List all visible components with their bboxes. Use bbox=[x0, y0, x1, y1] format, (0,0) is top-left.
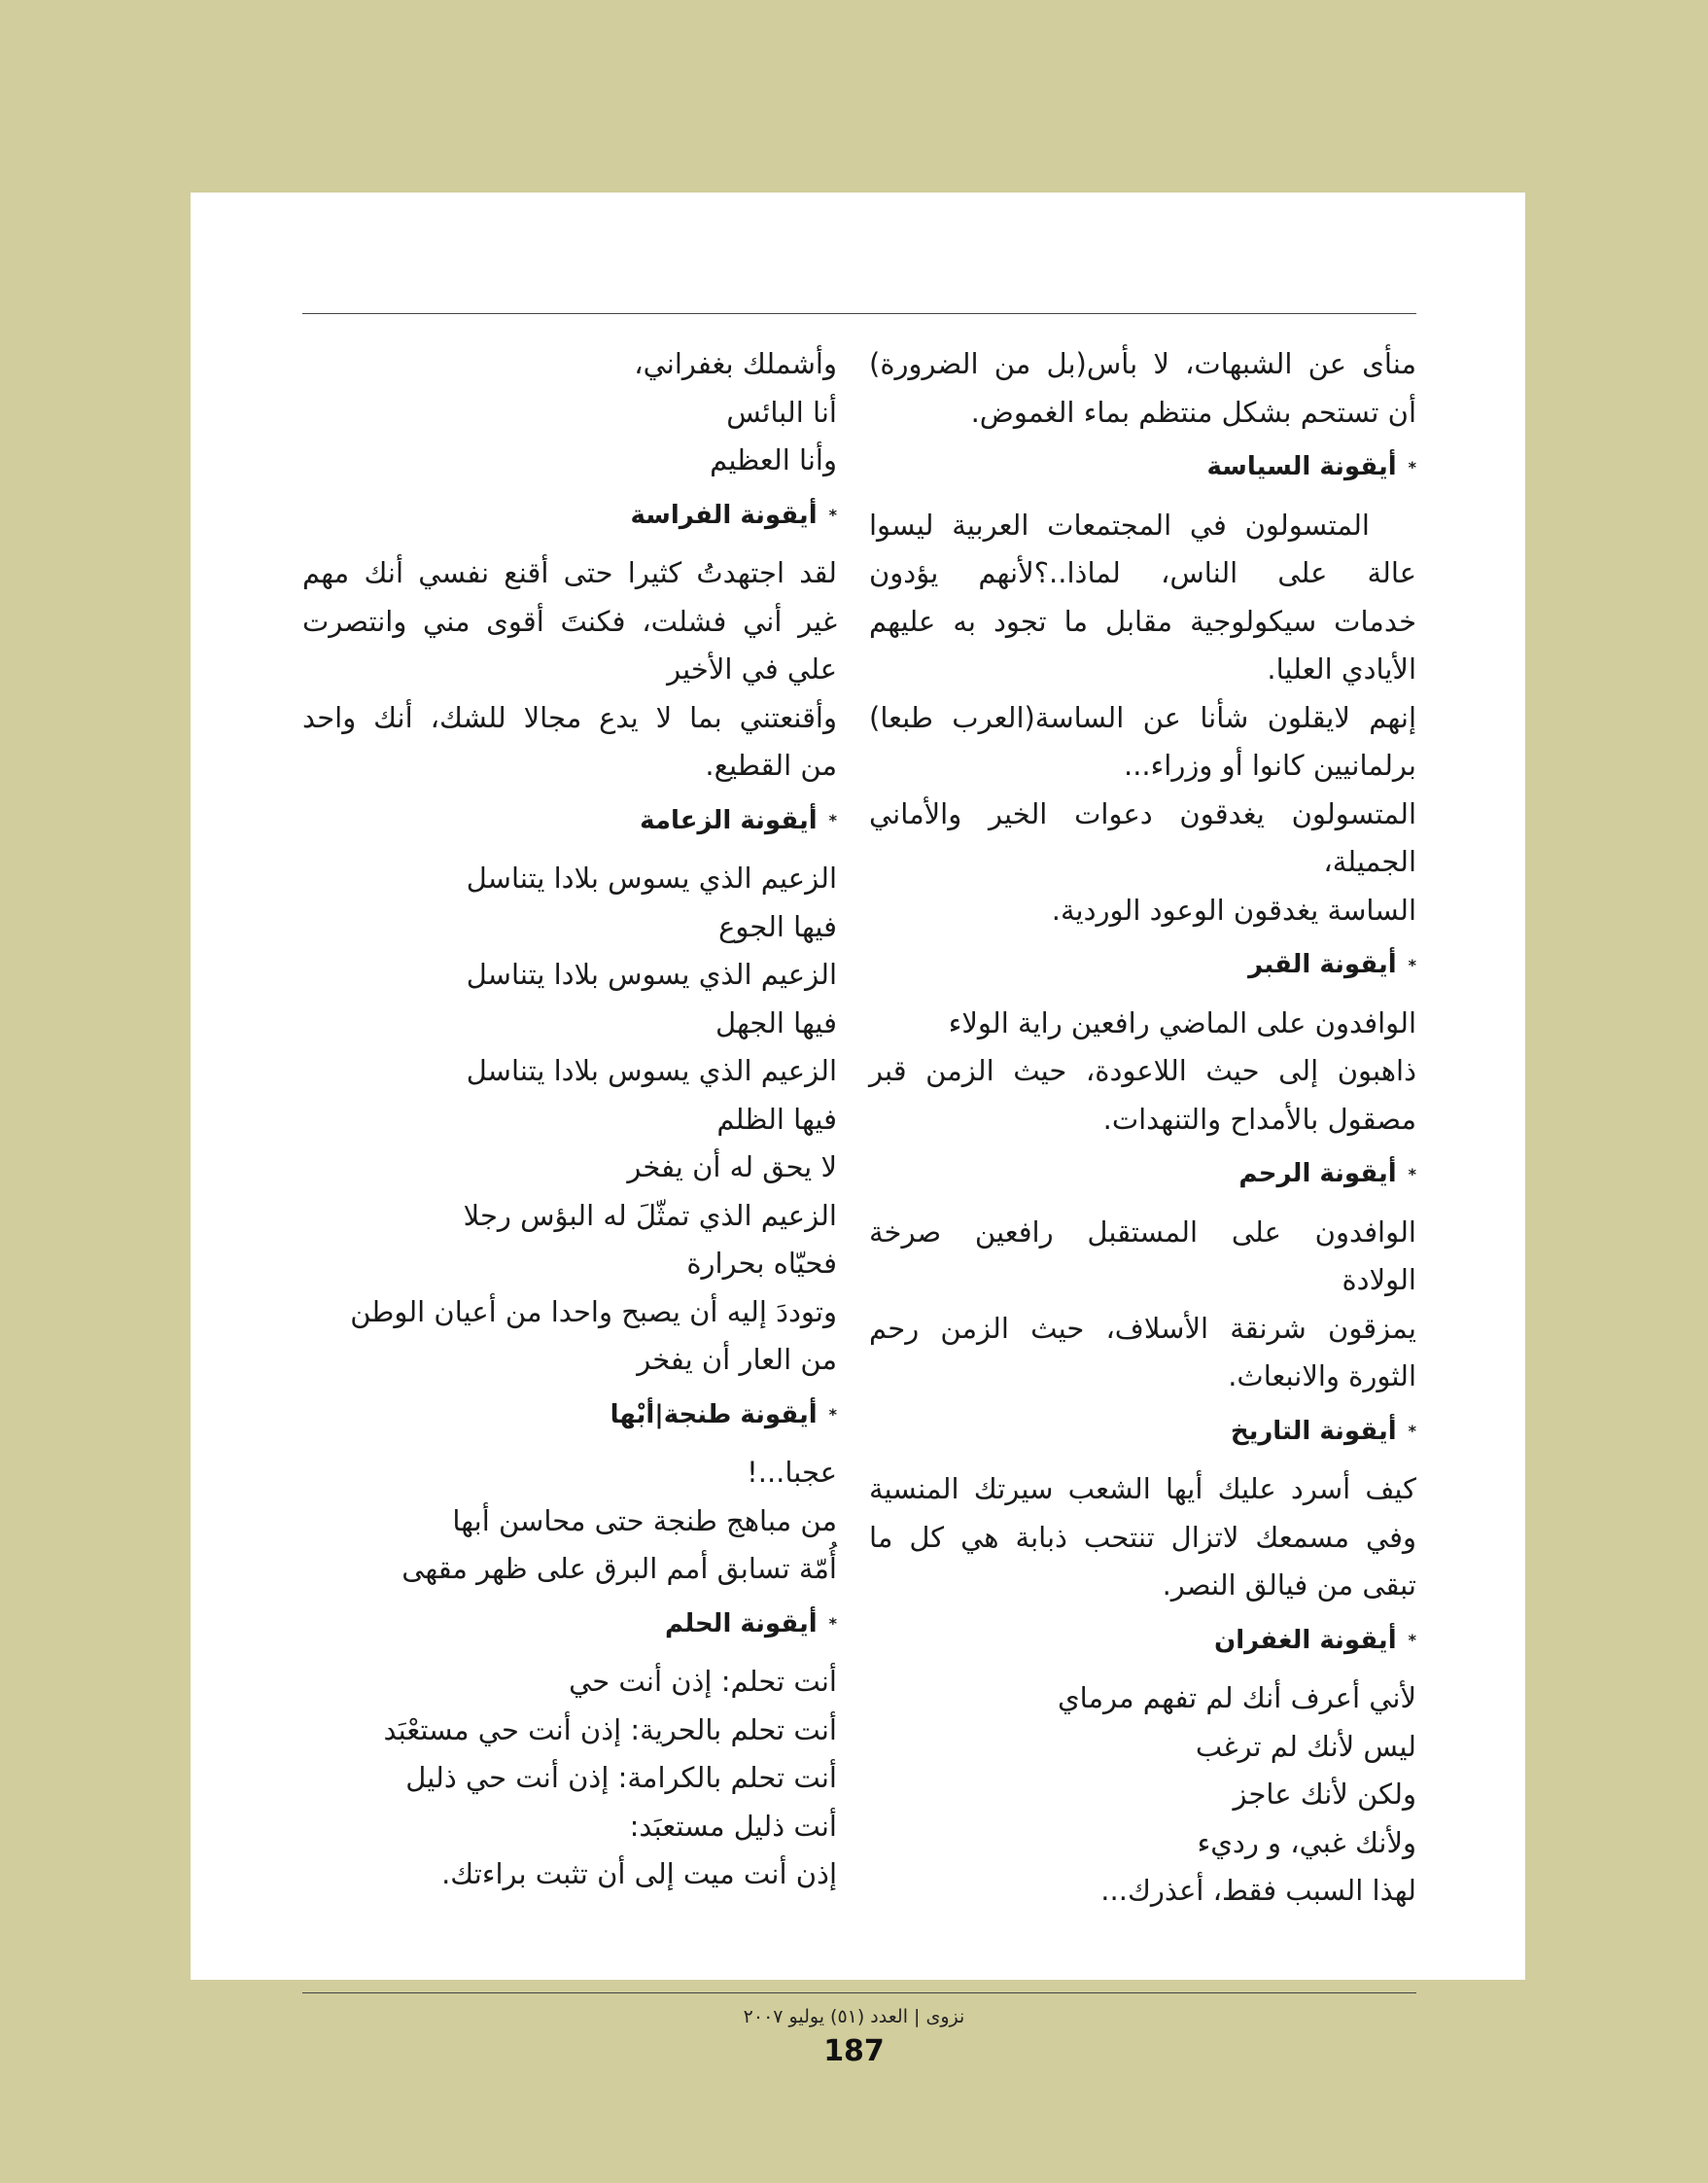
text-line: المتسولون يغدقون دعوات الخير والأماني bbox=[869, 796, 1416, 830]
text-line: الأيادي العليا. bbox=[1267, 652, 1416, 686]
text-line: عالة على الناس، لماذا..؟لأنهم يؤدون bbox=[869, 556, 1416, 589]
section-heading bbox=[869, 1405, 1416, 1459]
text-line: الزعيم الذي تمثّلَ له البؤس رجلا bbox=[463, 1198, 837, 1232]
left-column bbox=[302, 340, 837, 1899]
heading-text: أيقونة الفراسة bbox=[630, 500, 818, 530]
text-line: لأني أعرف أنك لم تفهم مرماي bbox=[1057, 1681, 1416, 1714]
text-line: فيها الظلم bbox=[716, 1102, 837, 1136]
text-line: أنا البائس bbox=[726, 395, 837, 429]
text-line: أُمّة تسابق أمم البرق على ظهر مقهى bbox=[401, 1552, 837, 1585]
heading-bullet: * bbox=[828, 506, 837, 524]
text-line: أن تستحم بشكل منتظم بماء الغموض. bbox=[970, 395, 1416, 429]
text-line: ولكن لأنك عاجز bbox=[1233, 1778, 1416, 1811]
page-number: 187 bbox=[823, 2034, 885, 2068]
heading-text: أيقونة القبر bbox=[1248, 950, 1397, 979]
text-line: لقد اجتهدتُ كثيرا حتى أقنع نفسي أنك مهم bbox=[302, 556, 837, 589]
text-line: فحيّاه بحرارة bbox=[686, 1247, 837, 1280]
text-line: الولادة bbox=[1342, 1263, 1416, 1296]
top-rule bbox=[302, 313, 1416, 314]
footer-issue: العدد (٥١) يوليو ٢٠٠٧ bbox=[743, 2006, 908, 2027]
section-heading bbox=[869, 938, 1416, 992]
text-line: المتسولون في المجتمعات العربية ليسوا bbox=[869, 508, 1370, 542]
text-line: وأقنعتني بما لا يدع مجالا للشك، أنك واحد bbox=[302, 700, 837, 734]
heading-text: أيقونة الغفران bbox=[1214, 1625, 1397, 1655]
heading-text: أيقونة طنجة|أبْها bbox=[610, 1399, 818, 1429]
heading-text: أيقونة السياسة bbox=[1206, 452, 1397, 481]
text-line: الساسة يغدقون الوعود الوردية. bbox=[1051, 893, 1416, 927]
heading-bullet: * bbox=[1408, 1631, 1416, 1649]
footer-issue-line bbox=[0, 2006, 1708, 2027]
text-line: من القطيع. bbox=[705, 749, 837, 782]
text-line: الزعيم الذي يسوس بلادا يتناسل bbox=[466, 862, 837, 895]
text-line: الزعيم الذي يسوس بلادا يتناسل bbox=[466, 958, 837, 991]
section-heading bbox=[869, 1147, 1416, 1201]
text-line: من مباهج طنجة حتى محاسن أبها bbox=[452, 1503, 837, 1537]
heading-text: أيقونة الرحم bbox=[1238, 1159, 1397, 1188]
text-line: الوافدون على الماضي رافعين راية الولاء bbox=[948, 1005, 1416, 1039]
text-line: ليس لأنك لم ترغب bbox=[1195, 1729, 1416, 1763]
section-heading bbox=[302, 794, 837, 848]
text-line: فيها الجوع bbox=[718, 909, 837, 943]
text-line: أنت ذليل مستعبَد: bbox=[629, 1809, 837, 1843]
right-column bbox=[869, 340, 1416, 1916]
text-line: أنت تحلم بالكرامة: إذن أنت حي ذليل bbox=[405, 1761, 837, 1794]
text-line: لا يحق له أن يفخر bbox=[627, 1150, 837, 1183]
heading-bullet: * bbox=[1408, 1164, 1416, 1183]
heading-bullet: * bbox=[828, 1405, 837, 1424]
text-line: منأى عن الشبهات، لا بأس(بل من الضرورة) bbox=[869, 347, 1416, 380]
text-line: غير أني فشلت، فكنتَ أقوى مني وانتصرت bbox=[302, 604, 837, 638]
text-line: وأشملك بغفراني، bbox=[634, 347, 837, 380]
footer-separator: | bbox=[914, 2006, 921, 2027]
heading-text: أيقونة الزعامة bbox=[640, 805, 818, 835]
text-line: أنت تحلم بالحرية: إذن أنت حي مستعْبَد bbox=[383, 1712, 837, 1746]
text-line: تبقى من فيالق النصر. bbox=[1162, 1568, 1416, 1602]
text-line: علي في الأخير bbox=[667, 652, 837, 686]
text-line: عجبا...! bbox=[747, 1456, 837, 1489]
text-line: كيف أسرد عليك أيها الشعب سيرتك المنسية bbox=[869, 1472, 1416, 1505]
heading-bullet: * bbox=[828, 1614, 837, 1633]
text-line: وأنا العظيم bbox=[710, 443, 837, 476]
text-line: الوافدون على المستقبل رافعين صرخة bbox=[869, 1215, 1416, 1249]
bottom-rule bbox=[302, 1992, 1416, 1993]
text-line: الزعيم الذي يسوس بلادا يتناسل bbox=[466, 1054, 837, 1087]
text-line: فيها الجهل bbox=[715, 1005, 837, 1039]
section-heading bbox=[869, 440, 1416, 494]
section-heading bbox=[869, 1614, 1416, 1668]
text-line: يمزقون شرنقة الأسلاف، حيث الزمن رحم bbox=[869, 1311, 1416, 1345]
text-line: خدمات سيكولوجية مقابل ما تجود به عليهم bbox=[869, 604, 1416, 638]
text-line: مصقول بالأمداح والتنهدات. bbox=[1102, 1102, 1416, 1136]
heading-text: أيقونة التاريخ bbox=[1230, 1416, 1397, 1446]
text-line: ولأنك غبي، و رديء bbox=[1197, 1825, 1416, 1859]
heading-bullet: * bbox=[828, 811, 837, 829]
footer-magazine-name: نزوى bbox=[925, 2006, 965, 2027]
section-heading bbox=[302, 489, 837, 543]
heading-bullet: * bbox=[1408, 955, 1416, 974]
section-heading bbox=[302, 1598, 837, 1651]
text-line: أنت تحلم: إذن أنت حي bbox=[569, 1665, 837, 1698]
text-line: الجميلة، bbox=[1323, 845, 1416, 878]
text-line: وفي مسمعك لاتزال تنتحب ذبابة هي كل ما bbox=[869, 1520, 1416, 1554]
heading-text: أيقونة الحلم bbox=[664, 1608, 818, 1638]
text-line: برلمانيين كانوا أو وزراء... bbox=[1124, 749, 1416, 782]
text-line: إذن أنت ميت إلى أن تثبت براءتك. bbox=[441, 1857, 837, 1890]
text-line: لهذا السبب فقط، أعذرك... bbox=[1100, 1874, 1416, 1907]
text-line: وتوددَ إليه أن يصبح واحدا من أعيان الوطن bbox=[350, 1294, 837, 1328]
text-line: ذاهبون إلى حيث اللاعودة، حيث الزمن قبر bbox=[869, 1054, 1416, 1087]
text-line: إنهم لايقلون شأنا عن الساسة(العرب طبعا) bbox=[869, 700, 1416, 734]
heading-bullet: * bbox=[1408, 1422, 1416, 1440]
heading-bullet: * bbox=[1408, 457, 1416, 476]
text-line: الثورة والانبعاث. bbox=[1228, 1359, 1416, 1392]
section-heading bbox=[302, 1389, 837, 1442]
text-line: من العار أن يفخر bbox=[637, 1343, 837, 1376]
